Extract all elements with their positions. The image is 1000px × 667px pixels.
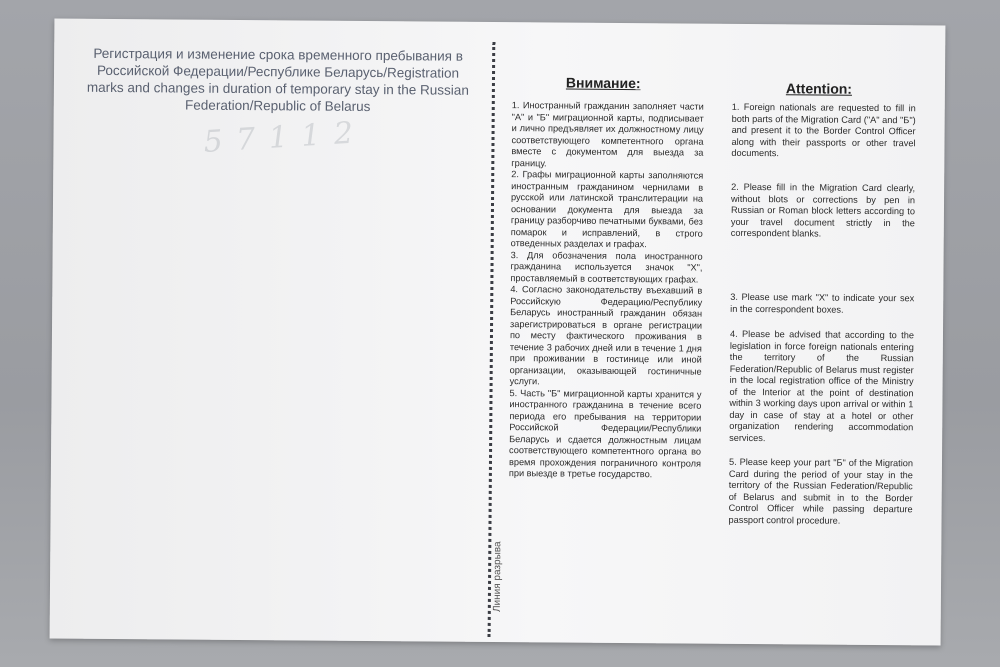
en-item-5: 5. Please keep your part "Б" of the Migration Card during the period of your stay in the territory of the Russian Federation/Republic of Belarus and submit in to the Border Control Officer while passing departure passport control procedure. bbox=[728, 456, 914, 526]
heading-english: Attention: bbox=[785, 80, 853, 97]
russian-instructions bbox=[509, 100, 704, 481]
registration-panel bbox=[50, 19, 495, 642]
migration-card-sheet bbox=[50, 19, 946, 646]
ru-item-5: 5. Часть "Б" миграционной карты хранится у иностранного гражданина в течение всего периода его пребывания на территории Российской Федерации/Республики Беларусь и сдается должностным лицам соответствующего компетентного органа во время прохождения пограничного контроля при выезде в третье государство. bbox=[508, 387, 702, 480]
en-item-2: 2. Please fill in the Migration Card clearly, without blots or corrections by pen in Russian or Roman block letters according to your travel document strictly in the correspondent blanks. bbox=[730, 181, 916, 239]
heading-russian: Внимание: bbox=[565, 74, 641, 92]
tear-line-label: Линия разрыва bbox=[491, 541, 504, 613]
en-item-1: 1. Foreign nationals are requested to fill in both parts of the Migration Card ("A" and "Б") and present it to the Border Control Officer along with their passports or other travel documents. bbox=[731, 101, 916, 159]
ru-item-3: 3. Для обозначения пола иностранного гражданина используется значок "Х", проставляемый в соответствующих графах. bbox=[510, 249, 703, 285]
english-instructions bbox=[728, 101, 916, 526]
en-item-3: 3. Please use mark "X" to indicate your sex in the correspondent boxes. bbox=[730, 291, 915, 315]
bleed-through-marks: 5 7 1 1 2 bbox=[202, 115, 357, 160]
en-item-4: 4. Please be advised that according to the legislation in force foreign nationals entering the territory of the Russian Federation/Republic of Belarus must register in the local registration office of the Ministry of the Interior at the point of destination within 3 working days upon arrival or within 1 day in case of stay at a hotel or other organization rendering accommodation services. bbox=[729, 328, 915, 443]
ru-item-1: 1. Иностранный гражданин заполняет части "А" и "Б" миграционной карты, подписывает и лично предъявляет их должностному лицу соответствующего компетентного органа вместе с документом для выезда за границу. bbox=[511, 100, 704, 168]
ru-item-4: 4. Согласно законодательству въехавший в Российскую Федерацию/Республику Беларусь иностранный гражданин обязан зарегистрироваться в органе регистрации по месту фактического проживания в течение 3 рабочих дней или в течение 1 дня при проживании в гостинице или иной организации, оказывающей гостиничные услуги. bbox=[509, 284, 703, 387]
ru-item-2: 2. Графы миграционной карты заполняются иностранным гражданином чернилами в русской или латинской транслитерации на основании документа для выезда за границу разборчиво печатными буквами, без помарок и исправлений, в строго отведенных разделах и графах. bbox=[510, 169, 704, 250]
registration-title: Регистрация и изменение срока временного пребывания в Российской Федерации/Республике Беларусь/Registration marks and changes in duration of temporary stay in the Russian Federation/Republic of Belarus bbox=[86, 45, 469, 114]
